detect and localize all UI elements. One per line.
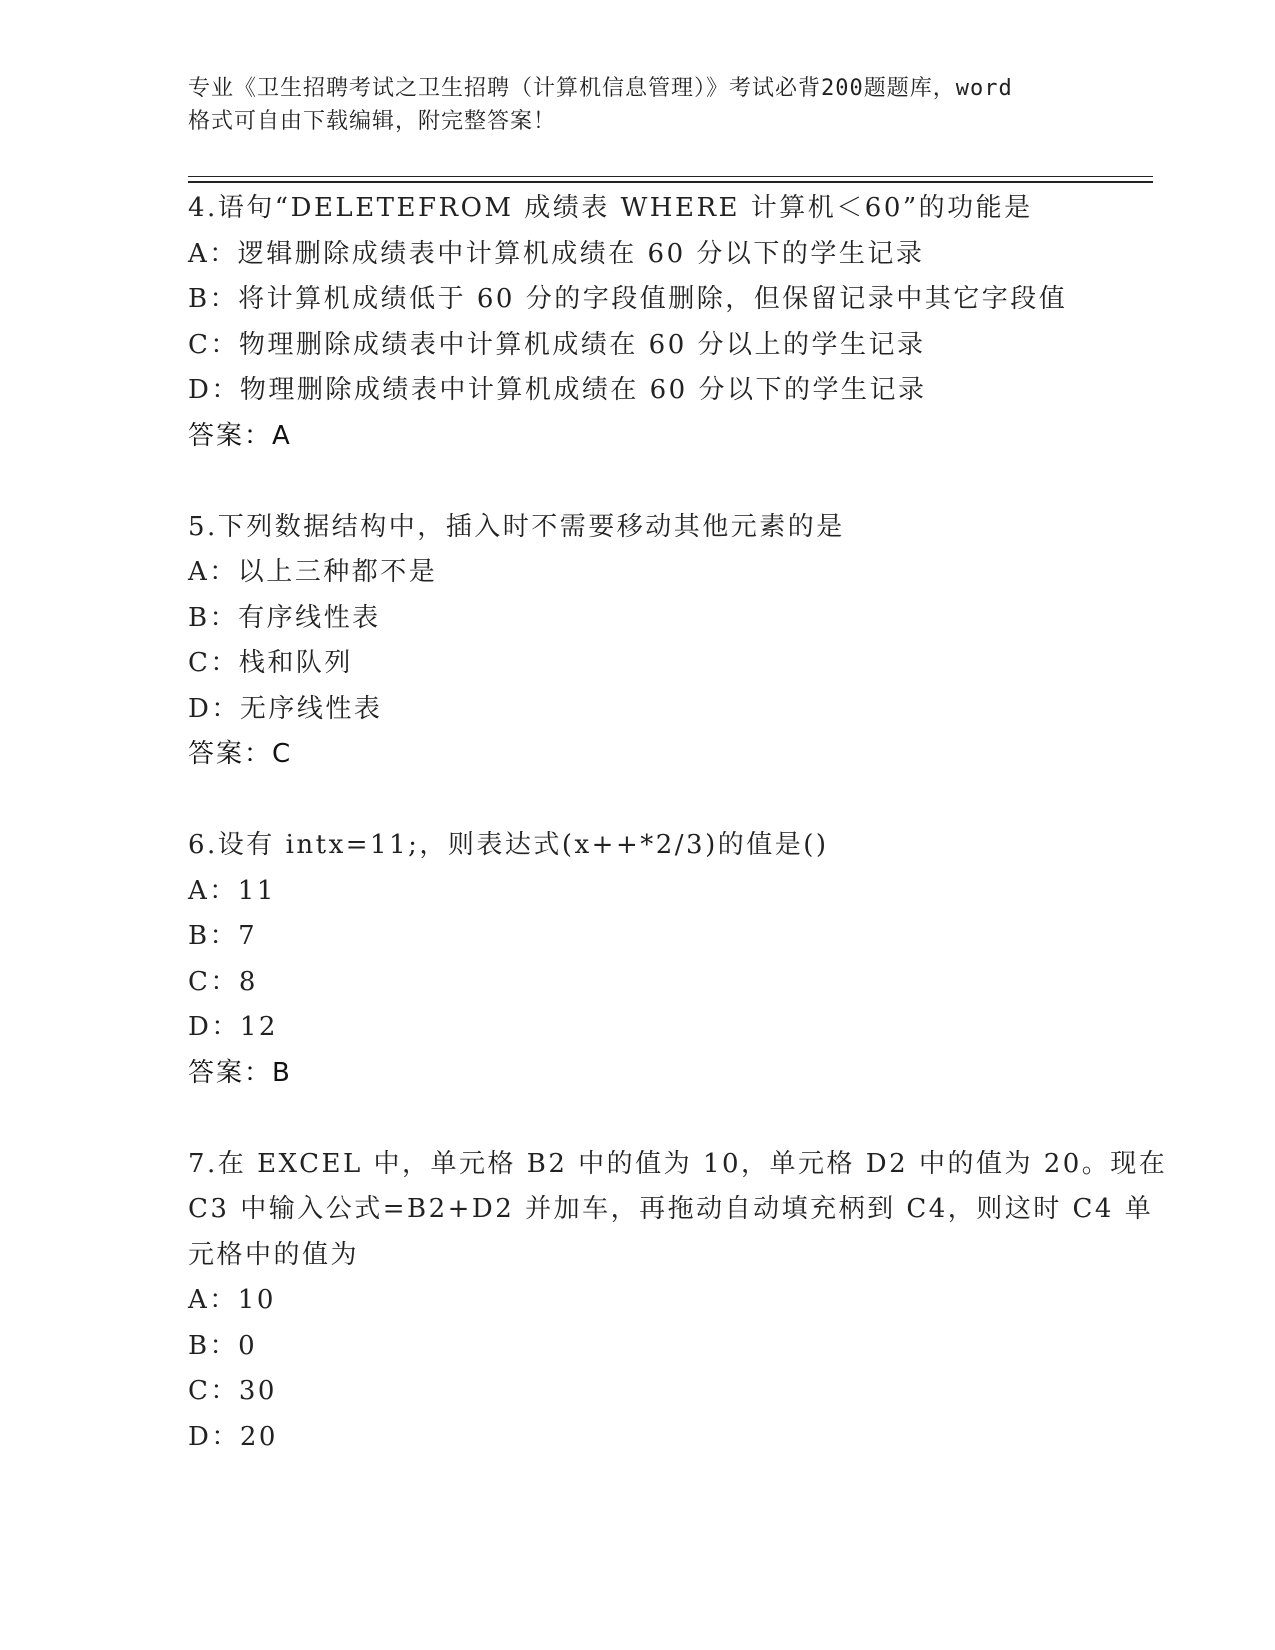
question-list	[188, 186, 1168, 1460]
option-c: C：30	[188, 1376, 277, 1406]
option-a: A：10	[188, 1285, 276, 1315]
option-c: C：栈和队列	[188, 648, 353, 678]
option-d: D：物理删除成绩表中计算机成绩在 60 分以下的学生记录	[188, 375, 927, 405]
answer: 答案：A	[188, 420, 292, 451]
spacer	[188, 1096, 1148, 1142]
header-line-2: 格式可自由下载编辑，附完整答案！	[188, 109, 557, 134]
option-d: D：12	[188, 1012, 278, 1042]
option-b: B：0	[188, 1330, 258, 1361]
option-b: B：将计算机成绩低于 60 分的字段值删除，但保留记录中其它字段值	[188, 284, 1068, 314]
option-d: D：无序线性表	[188, 693, 383, 724]
answer: 答案：C	[188, 739, 293, 769]
option-a: A：11	[188, 875, 276, 906]
spacer	[188, 459, 1148, 505]
question-stem-line-2: C3 中输入公式=B2+D2 并加车，再拖动自动填充柄到 C4，则这时 C4 单	[188, 1194, 1154, 1224]
header-line-1: 专业《卫生招聘考试之卫生招聘（计算机信息管理）》考试必背200题题库，word	[188, 76, 1013, 101]
header-divider-thin	[188, 176, 1153, 177]
question-stem: 4.语句“DELETEFROM 成绩表 WHERE 计算机＜60”的功能是	[188, 193, 1033, 223]
option-b: B：7	[188, 921, 258, 951]
question-stem: 6.设有 intx=11;，则表达式(x++*2/3)的值是()	[188, 830, 829, 860]
answer: 答案：B	[188, 1057, 292, 1088]
spacer	[188, 778, 1148, 824]
question-4	[188, 186, 1148, 459]
option-a: A：以上三种都不是	[188, 557, 438, 587]
option-c: C：8	[188, 966, 258, 997]
question-6	[188, 823, 1148, 1096]
question-stem: 5.下列数据结构中，插入时不需要移动其他元素的是	[188, 511, 845, 542]
question-5	[188, 505, 1148, 778]
question-stem-line-3: 元格中的值为	[188, 1239, 360, 1270]
option-b: B：有序线性表	[188, 602, 381, 633]
document-header	[188, 72, 1088, 138]
option-c: C：物理删除成绩表中计算机成绩在 60 分以上的学生记录	[188, 329, 926, 360]
option-d: D：20	[188, 1421, 278, 1452]
option-a: A：逻辑删除成绩表中计算机成绩在 60 分以下的学生记录	[188, 238, 925, 269]
question-stem-line-1: 7.在 EXCEL 中，单元格 B2 中的值为 10，单元格 D2 中的值为 20。现在	[188, 1148, 1168, 1179]
header-divider-thick	[188, 181, 1153, 183]
question-7	[188, 1142, 1168, 1461]
